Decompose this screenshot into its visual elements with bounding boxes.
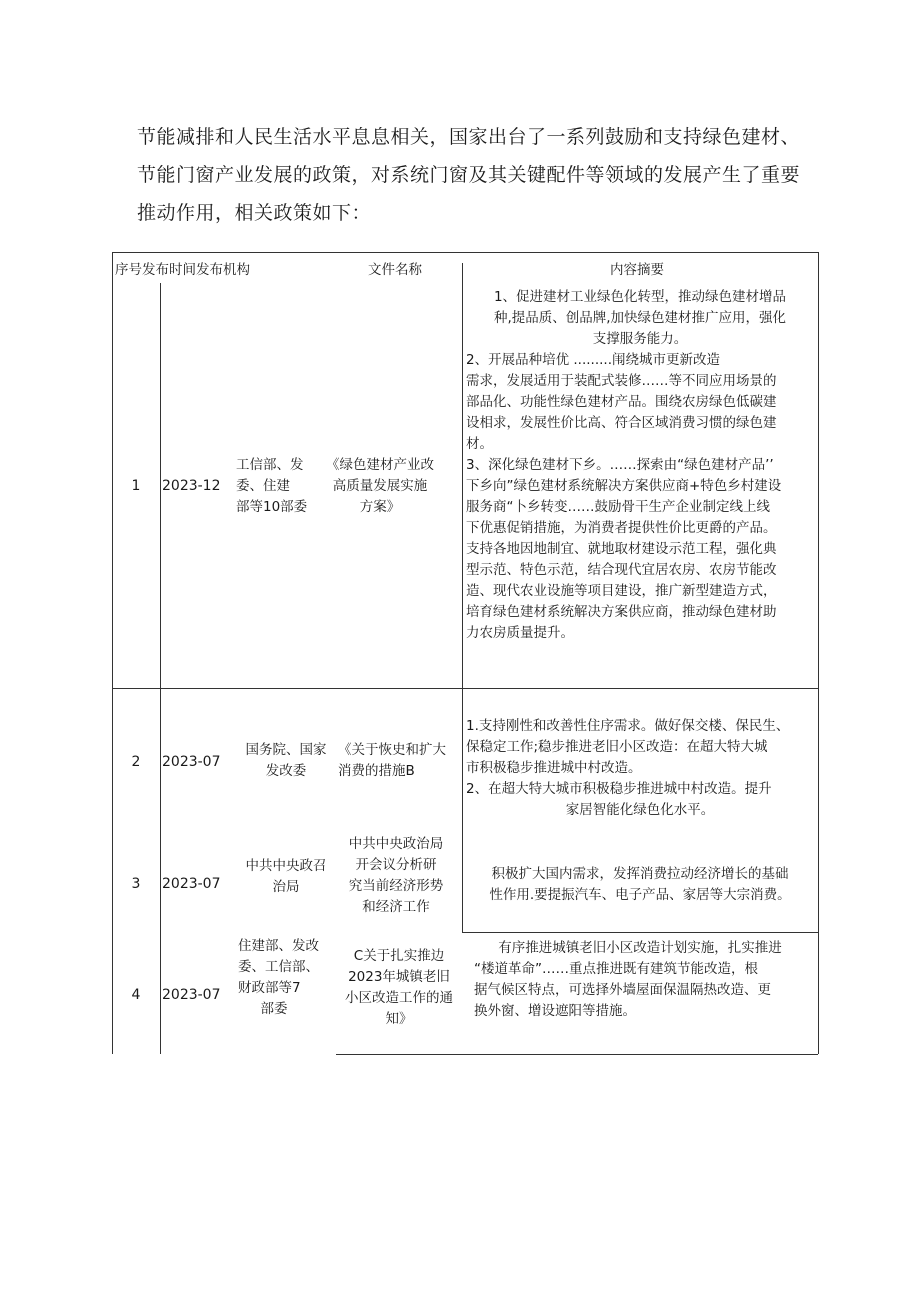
summary-line: 种,提品质、创品牌,加快绿色建材推广应用，强化 xyxy=(493,310,787,326)
summary-line: 服务商“卜乡转变……鼓励骨干生产企业制定线上线 xyxy=(466,499,770,515)
summary-line: 1.支持刚性和改善性住序需求。做好保交楼、保民生、 xyxy=(466,718,790,734)
summary-line: 下优惠促销措施，为消费者提供性价比更爵的产品。 xyxy=(466,520,777,536)
doc-line: 《绿色建材产业改 xyxy=(326,457,434,473)
org-line: 发改委 xyxy=(265,763,307,779)
org-line: 中共中央政召 xyxy=(245,858,327,874)
summary-line: 力农房质量提升。 xyxy=(466,625,574,641)
org-line: 财政部等7 xyxy=(238,980,301,996)
row-2-summary xyxy=(462,716,818,821)
org-line: 部等10部委 xyxy=(236,499,308,515)
summary-line: 市积极稳步推进城中村改造。 xyxy=(466,760,642,776)
doc-line: 消费的措施B xyxy=(338,763,415,779)
summary-line: 下乡向”绿色建材系统解决方案供应商+特色乡村建设 xyxy=(466,478,782,494)
row-divider xyxy=(112,688,818,689)
summary-line: 积极扩大国内需求，发挥消费拉动经济增长的基础 xyxy=(491,866,789,882)
doc-line: 小区改造工作的通 xyxy=(345,990,453,1006)
org-line: 委、工信部、 xyxy=(238,959,319,975)
row-3-index: 3 xyxy=(131,876,141,892)
row-1-doc xyxy=(318,455,442,518)
summary-line: “楼道革命”……重点推进既有建筑节能改造，根 xyxy=(474,961,758,977)
column-divider xyxy=(160,283,161,1054)
summary-line: 造、现代农业设施等项目建设，推广新型建造方式， xyxy=(466,583,777,599)
row-4-summary xyxy=(462,938,818,1022)
row-2-org xyxy=(234,740,338,782)
doc-line: 方案》 xyxy=(359,499,401,515)
row-4-doc xyxy=(334,946,464,1030)
row-3-org xyxy=(234,856,338,898)
summary-line: 性作用.要提振汽车、电子产品、家居等大宗消费。 xyxy=(489,887,791,903)
summary-line: 材。 xyxy=(466,436,493,452)
summary-line: 设相求，发展性价比高、符合区域消费习惯的绿色建 xyxy=(466,415,777,431)
row-3-doc xyxy=(330,834,462,918)
summary-line: 支撑服务能力。 xyxy=(592,331,688,347)
doc-line: 究当前经济形势 xyxy=(348,878,444,894)
summary-line: 需求，发展适用于装配式装修……等不同应用场景的 xyxy=(466,373,777,389)
org-line: 住建部、发改 xyxy=(238,938,319,954)
row-3-summary xyxy=(462,864,818,906)
summary-line: 2、在超大特大城市积极稳步推进城中村改造。提升 xyxy=(466,781,772,797)
summary-line: 保稳定工作;稳步推进老旧小区改造：在超大特大城 xyxy=(466,739,768,755)
intro-line: 节能门窗产业发展的政策，对系统门窗及其关键配件等领域的发展产生了重要 xyxy=(137,164,801,186)
row-2-date: 2023-07 xyxy=(162,754,221,770)
header-doc-name: 文件名称 xyxy=(368,262,422,278)
doc-line: 开会议分析研 xyxy=(355,857,437,873)
org-line: 工信部、发 xyxy=(236,457,304,473)
row-4-date: 2023-07 xyxy=(162,987,221,1003)
table-bottom-border xyxy=(336,1054,818,1055)
table-right-border xyxy=(818,252,819,1054)
row-1-index: 1 xyxy=(131,478,141,494)
row-2-index: 2 xyxy=(131,754,141,770)
summary-line: 据气候区特点，可选择外墙屋面保温隔热改造、更 xyxy=(474,982,771,998)
doc-line: 2023年城镇老旧 xyxy=(348,969,450,985)
summary-line: 家居智能化绿色化水平。 xyxy=(565,802,715,818)
doc-line: 高质量发展实施 xyxy=(332,478,428,494)
doc-line: 知》 xyxy=(385,1011,413,1027)
row-1-date: 2023-12 xyxy=(162,478,221,494)
row-1-summary xyxy=(462,287,818,644)
summary-line: 培育绿色建材系统解决方案供应商，推动绿色建材助 xyxy=(466,604,777,620)
doc-line: 中共中央政治局 xyxy=(348,836,444,852)
summary-line: 1、促进建材工业绿色化转型，推动绿色建材增品 xyxy=(493,289,787,305)
header-index-date-org: 序号发布时间发布机构 xyxy=(115,262,250,278)
table-top-border xyxy=(112,252,818,253)
intro-line: 推动作用，相关政策如下： xyxy=(137,202,372,224)
doc-line: 和经济工作 xyxy=(362,899,430,915)
org-line: 国务院、国家 xyxy=(245,742,327,758)
summary-line: 型示范、特色示范，结合现代宜居农房、农房节能改 xyxy=(466,562,777,578)
org-line: 治局 xyxy=(272,879,300,895)
row-divider xyxy=(462,932,818,933)
summary-line: 部品化、功能性绿色建材产品。围绕农房绿色低碳建 xyxy=(466,394,777,410)
intro-line: 节能减排和人民生活水平息息相关，国家出台了一系列鼓励和支持绿色建材、 xyxy=(137,126,801,148)
summary-line: 支持各地因地制宜、就地取材建设示范工程，强化典 xyxy=(466,541,777,557)
org-line: 部委 xyxy=(260,1001,288,1017)
header-summary: 内容摘要 xyxy=(610,262,664,278)
row-4-index: 4 xyxy=(131,987,141,1003)
summary-line: 有序推进城镇老旧小区改造计划实施，扎实推进 xyxy=(498,940,782,956)
summary-line: 2、开展品种培优 .........闱绕城市更新改造 xyxy=(466,352,721,368)
doc-line: 《关于恢史和扩大 xyxy=(338,742,446,758)
org-line: 委、住建 xyxy=(236,478,290,494)
summary-line: 3、深化绿色建材下乡。……探索由“绿色建材产品’’ xyxy=(466,457,774,473)
intro-paragraph xyxy=(137,118,827,232)
table-left-border xyxy=(112,252,113,1054)
row-1-org xyxy=(236,455,318,518)
row-2-doc xyxy=(338,740,462,782)
summary-line: 换外窗、增设遮阳等措施。 xyxy=(474,1003,636,1019)
row-4-org xyxy=(238,936,334,1020)
row-3-date: 2023-07 xyxy=(162,876,221,892)
doc-line: C关于扎实推边 xyxy=(353,948,445,964)
